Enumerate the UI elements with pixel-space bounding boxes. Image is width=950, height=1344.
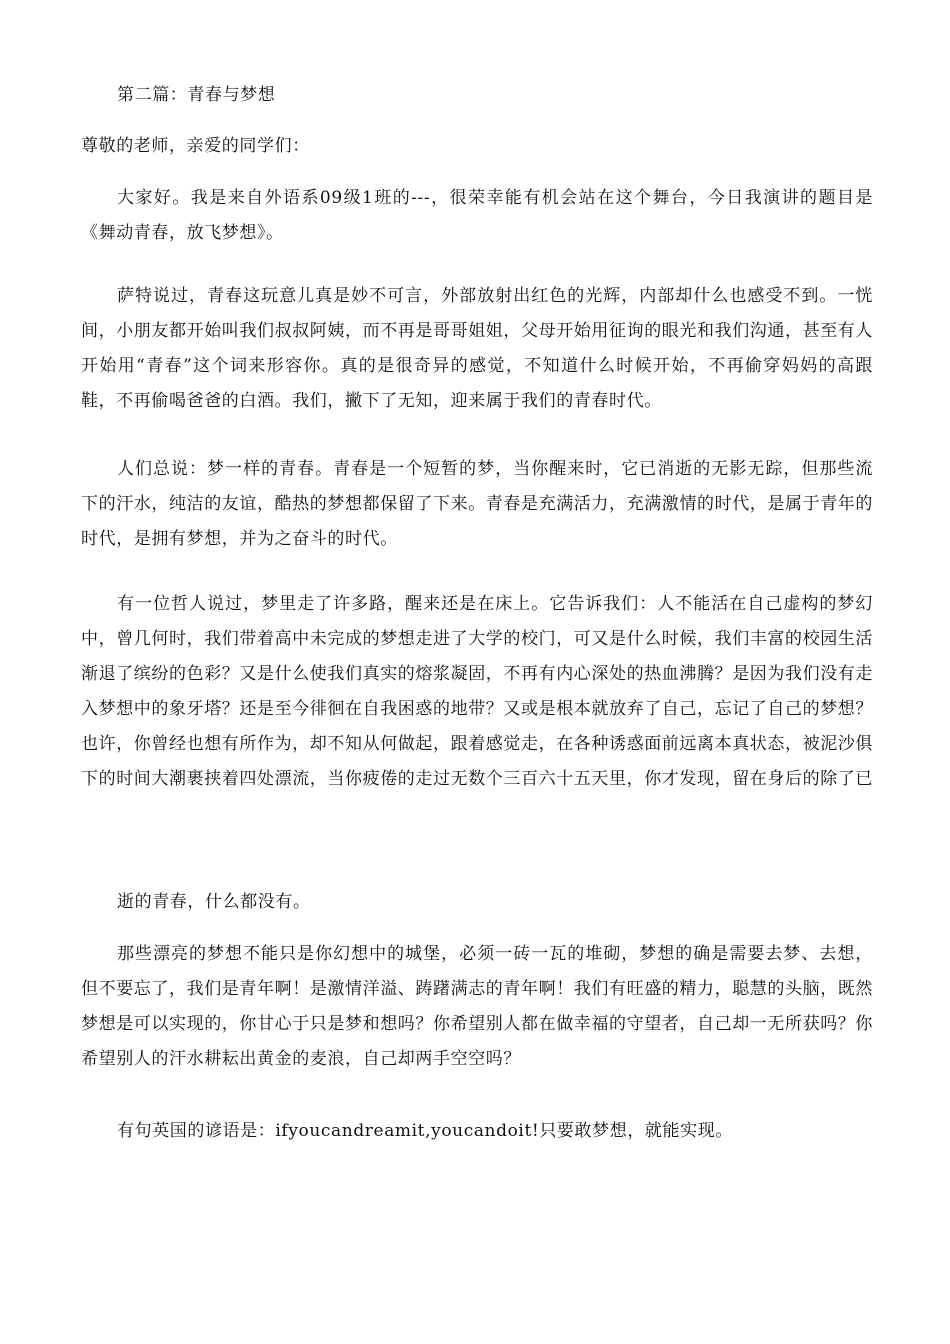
document-heading: 第二篇：青春与梦想 (117, 85, 276, 105)
paragraph-dream-youth: 人们总说：梦一样的青春。青春是一个短暂的梦，当你醒来时，它已消逝的无影无踪，但那些流下的汗水，纯洁的友谊，酷热的梦想都保留了下来。青春是充满活力，充满激情的时代，是属于青年的时代，是拥有梦想，并为之奋斗的时代。 (81, 459, 873, 549)
salutation: 尊敬的老师，亲爱的同学们： (81, 136, 310, 156)
paragraph-sartre: 萨特说过，青春这玩意儿真是妙不可言，外部放射出红色的光辉，内部却什么也感受不到。一恍间，小朋友都开始叫我们叔叔阿姨，而不再是哥哥姐姐，父母开始用征询的眼光和我们沟通，甚至有人开始用“青春”这个词来形容你。真的是很奇异的感觉，不知道什么时候开始，不再偷穿妈妈的高跟鞋，不再偷喝爸爸的白酒。我们，撇下了无知，迎来属于我们的青春时代。 (81, 286, 873, 411)
paragraph-philosopher: 有一位哲人说过，梦里走了许多路，醒来还是在床上。它告诉我们：人不能活在自己虚构的梦幻中，曾几何时，我们带着高中未完成的梦想走进了大学的校门，可又是什么时候，我们丰富的校园生活渐退了缤纷的色彩？又是什么使我们真实的熔浆凝固，不再有内心深处的热血沸腾？是因为我们没有走入梦想中的象牙塔？还是至今徘徊在自我困惑的地带？又或是根本就放弃了自己，忘记了自己的梦想？也许，你曾经也想有所作为，却不知从何做起，跟着感觉走，在各种诱惑面前远离本真状态，被泥沙俱下的时间大潮裹挟着四处漂流，当你疲倦的走过无数个三百六十五天里，你才发现，留在身后的除了已 (81, 594, 873, 789)
paragraph-castle: 那些漂亮的梦想不能只是你幻想中的城堡，必须一砖一瓦的堆砌，梦想的确是需要去梦、去想，但不要忘了，我们是青年啊！是激情洋溢、踌躇满志的青年啊！我们有旺盛的精力，聪慧的头脑，既然梦想是可以实现的，你甘心于只是梦和想吗？你希望别人都在做幸福的守望者，自己却一无所获吗？你希望别人的汗水耕耘出黄金的麦浪，自己却两手空空吗？ (81, 944, 873, 1069)
paragraph-lost-youth: 逝的青春，什么都没有。 (117, 892, 311, 912)
paragraph-greeting: 大家好。我是来自外语系09级1班的---，很荣幸能有机会站在这个舞台，今日我演讲的题目是《舞动青春，放飞梦想》。 (81, 188, 873, 243)
paragraph-proverb: 有句英国的谚语是：ifyoucandreamit,youcandoit!只要敢梦想，就能实现。 (117, 1121, 733, 1141)
